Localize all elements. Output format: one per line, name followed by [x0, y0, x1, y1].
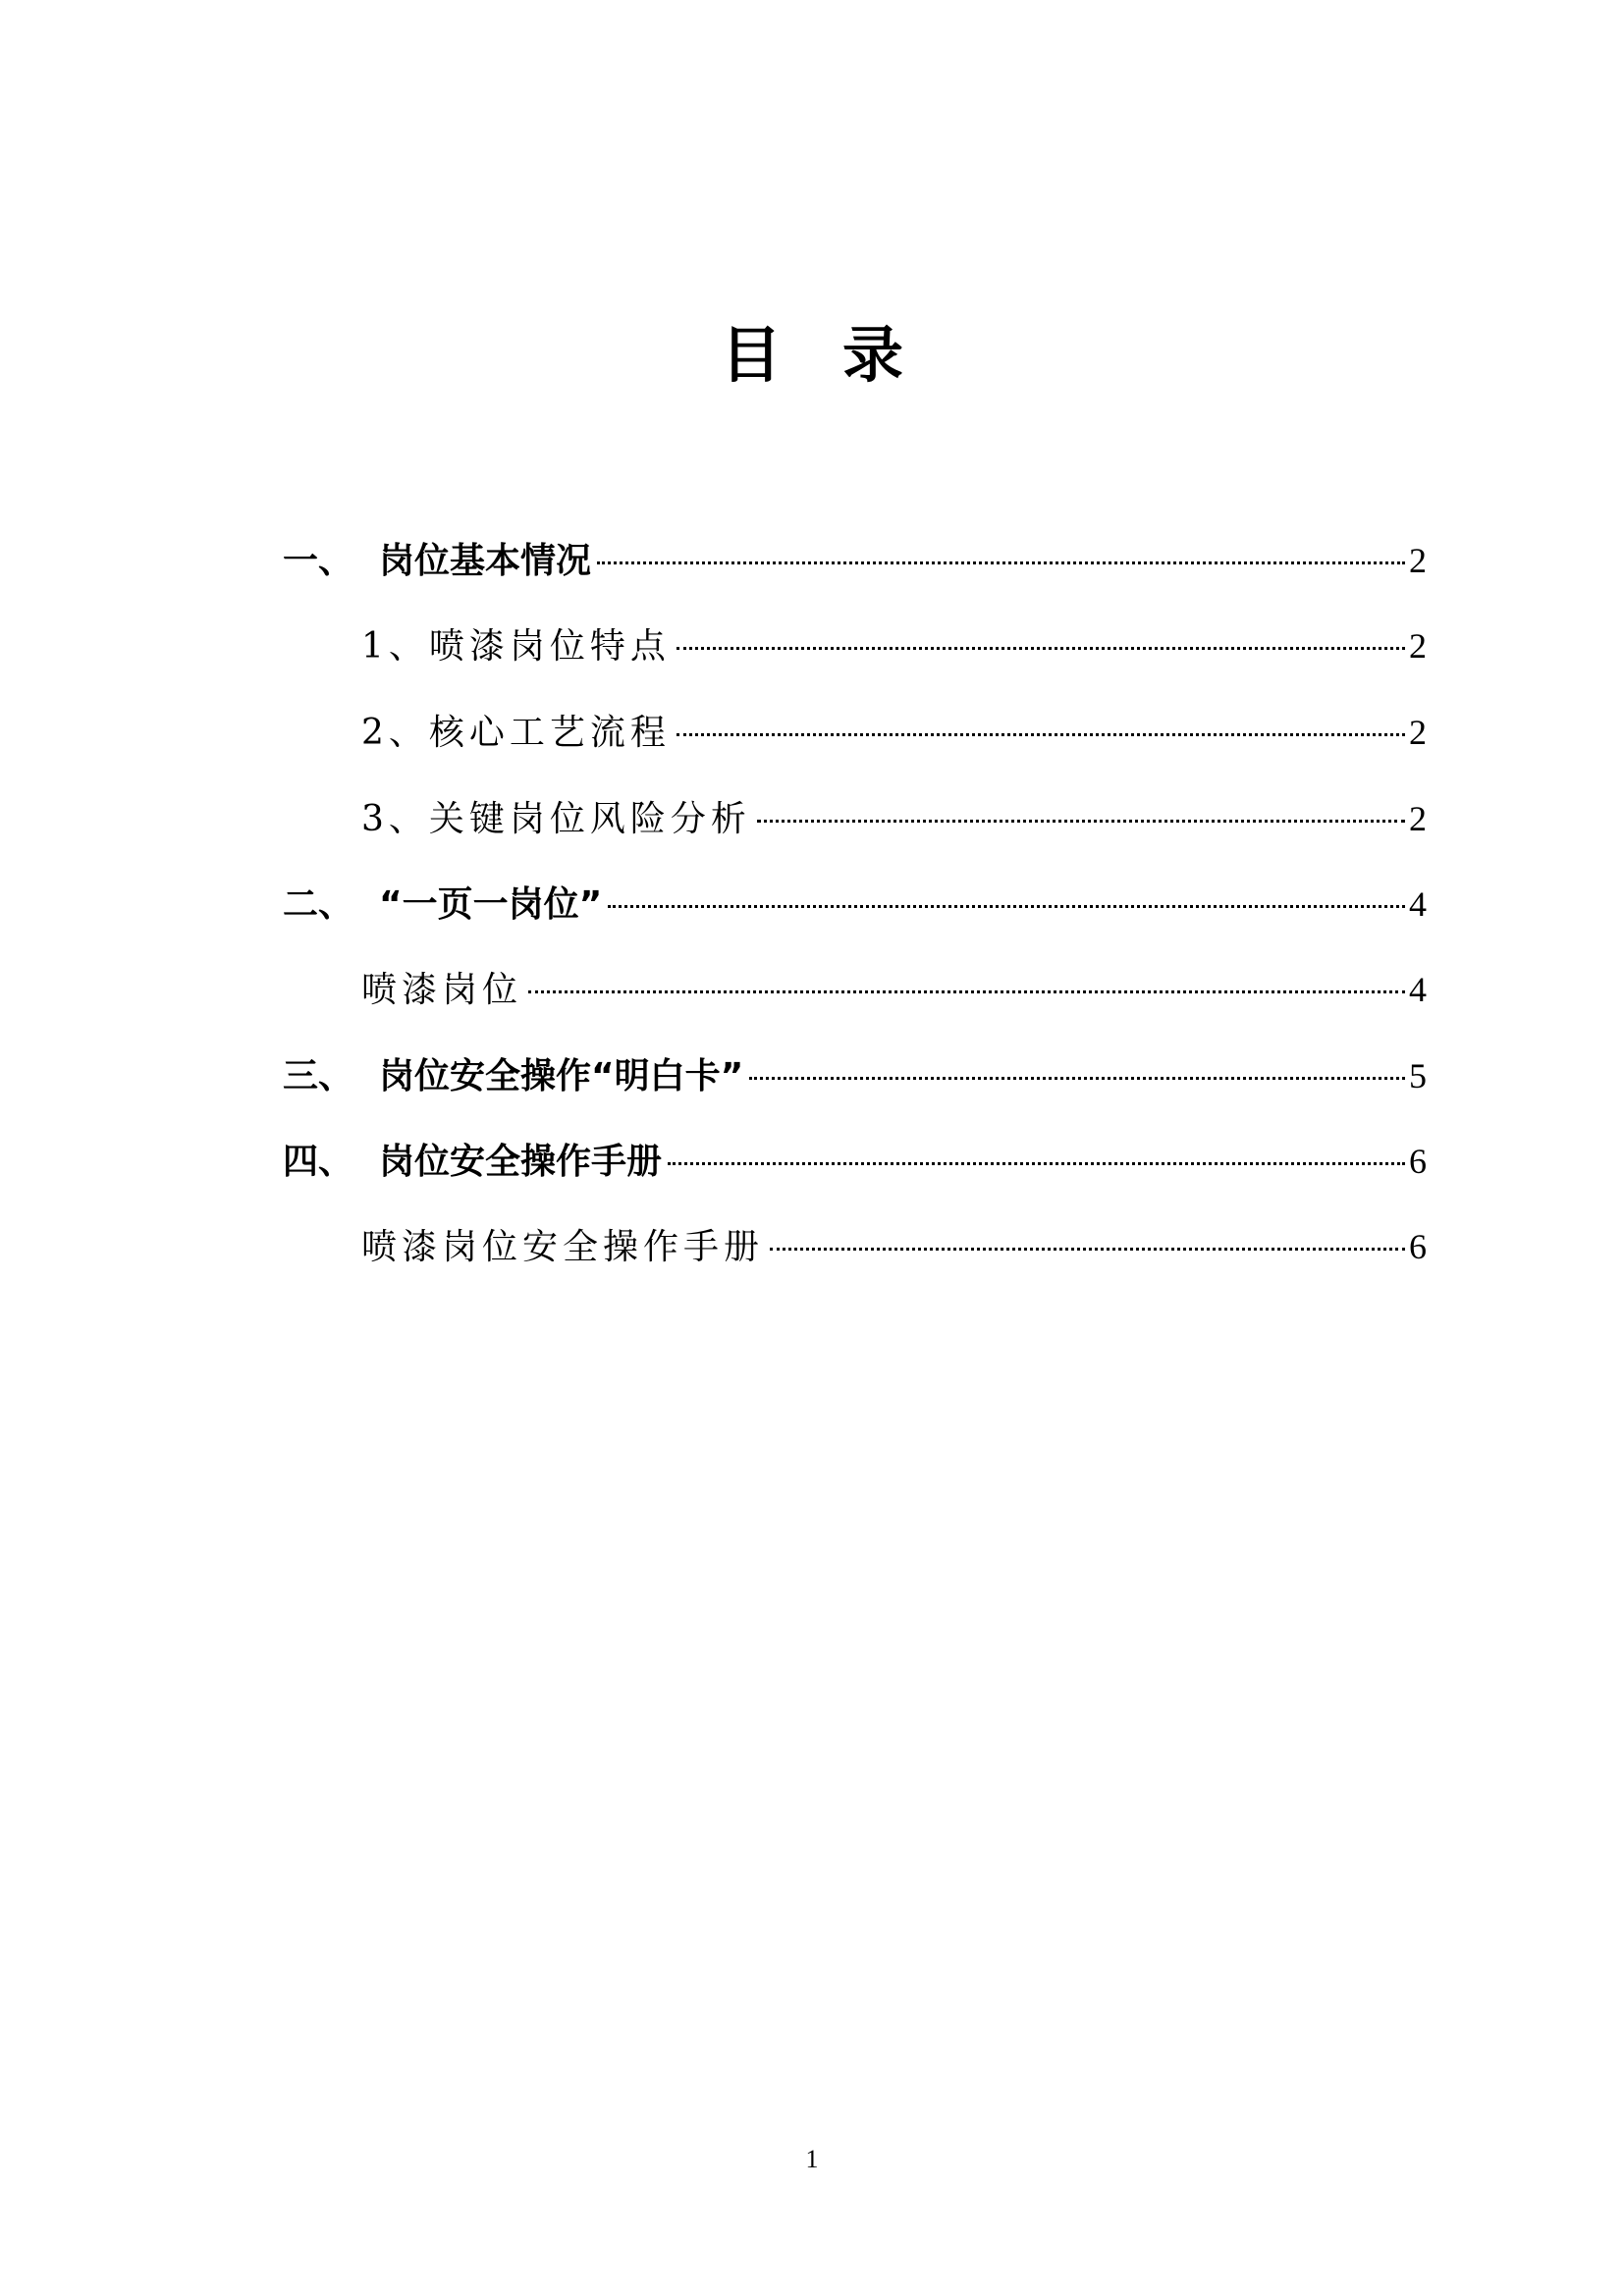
toc-leader-dots [749, 1077, 1405, 1080]
toc-entry-number: 一、 [283, 541, 354, 581]
toc-entry-text: 3、关键岗位风险分析 [361, 799, 751, 839]
toc-entry-number: 三、 [283, 1056, 354, 1096]
toc-entry[interactable] [361, 1219, 1427, 1268]
toc-entry-text: 喷漆岗位安全操作手册 [361, 1227, 765, 1267]
toc-leader-dots [668, 1162, 1405, 1165]
toc-entry[interactable] [361, 618, 1427, 667]
toc-entry[interactable] [361, 705, 1427, 754]
page-number: 1 [805, 2145, 819, 2173]
toc-entry-page: 2 [1409, 541, 1427, 580]
toc-entry-text: 岗位安全操作手册 [379, 1142, 663, 1182]
toc-entry-number: 四、 [283, 1142, 354, 1182]
toc-leader-dots [757, 820, 1405, 823]
page-title-char-2: 录 [842, 319, 904, 391]
page-title-char-1: 目 [720, 319, 782, 391]
toc-entry-text: 1、喷漆岗位特点 [361, 626, 671, 667]
toc-entry-text: “一页一岗位” [379, 884, 603, 925]
toc-leader-dots [528, 990, 1405, 993]
toc-entry[interactable] [283, 533, 1427, 582]
toc-leader-dots [770, 1248, 1405, 1251]
toc-entry-page: 6 [1409, 1142, 1427, 1181]
toc-entry-text: 喷漆岗位 [361, 970, 523, 1010]
toc-entry-text: 2、核心工艺流程 [361, 713, 671, 753]
toc-entry-page: 2 [1409, 626, 1427, 666]
toc-leader-dots [608, 905, 1405, 908]
toc-entry-page: 2 [1409, 713, 1427, 752]
toc-entry[interactable] [283, 1048, 1427, 1097]
toc-leader-dots [597, 561, 1405, 564]
toc-entry-number: 二、 [283, 884, 354, 925]
toc-leader-dots [677, 647, 1405, 650]
toc-entry-page: 4 [1409, 970, 1427, 1009]
toc-entry[interactable] [283, 877, 1427, 926]
toc-entry-page: 4 [1409, 884, 1427, 924]
toc-entry-page: 2 [1409, 799, 1427, 838]
toc-entry-text: 岗位安全操作“明白卡” [379, 1056, 744, 1096]
toc-entry-page: 6 [1409, 1227, 1427, 1266]
toc-leader-dots [677, 733, 1405, 736]
toc-entry[interactable] [283, 1134, 1427, 1183]
toc-entry[interactable] [361, 791, 1427, 840]
toc-entry-page: 5 [1409, 1056, 1427, 1095]
toc-entry-text: 岗位基本情况 [379, 541, 592, 581]
toc-entry[interactable] [361, 962, 1427, 1011]
